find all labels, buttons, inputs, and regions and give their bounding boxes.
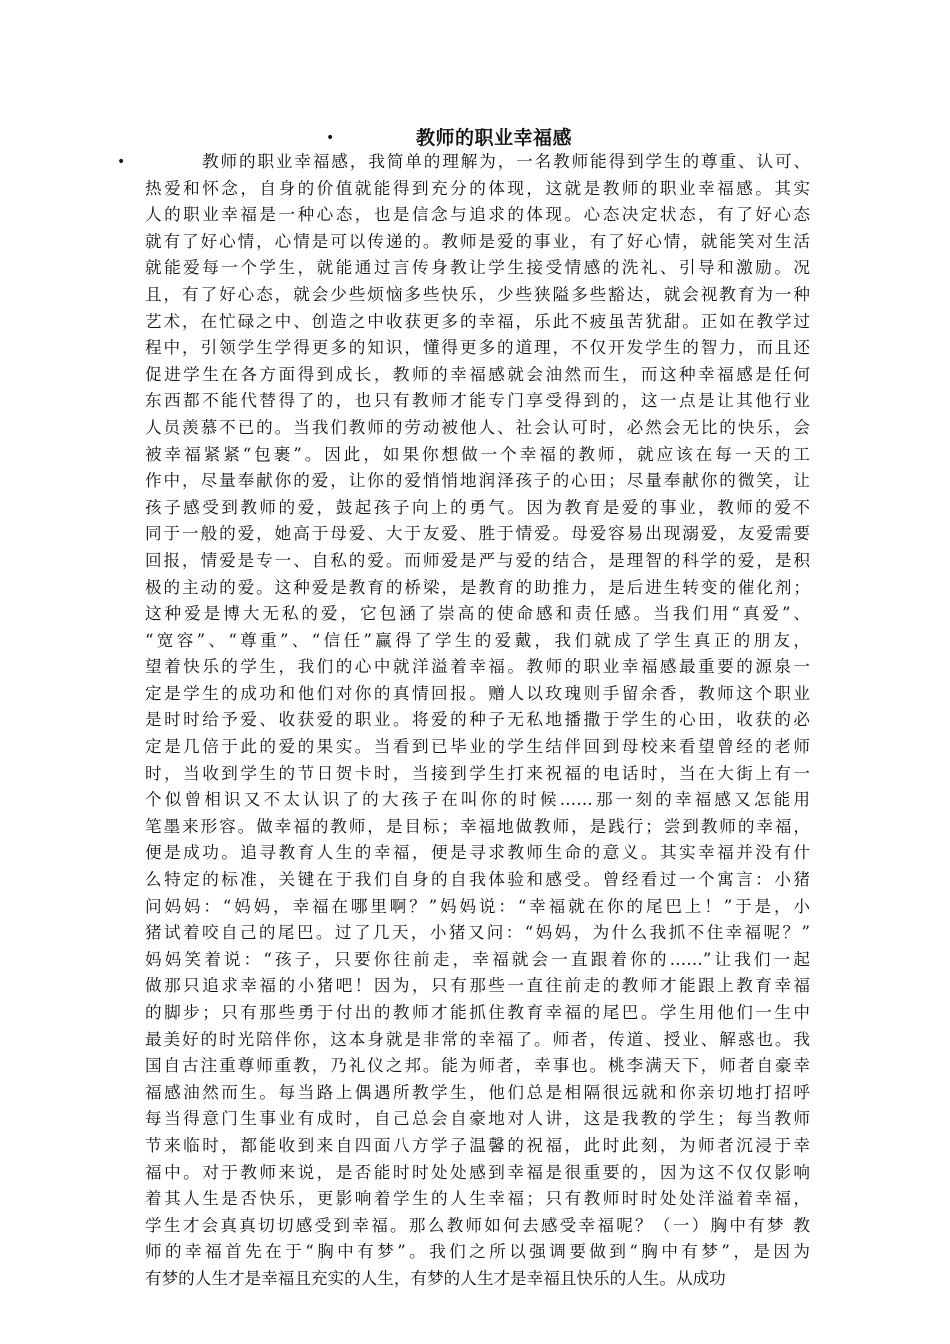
paragraph-line: 是时时给予爱、收获爱的职业。将爱的种子无私地播撒于学生的心田，收获的必 (145, 710, 810, 730)
paragraph-line: 猪试着咬自己的尾巴。过了几天，小猪又问：“妈妈，为什么我抓不住幸福呢？” (145, 923, 810, 943)
paragraph-line: 个似曾相识又不太认识了的大孩子在叫你的时候……那一刻的幸福感又怎能用 (145, 790, 810, 810)
paragraph-line: 同于一般的爱，她高于母爱、大于友爱、胜于情爱。母爱容易出现溺爱，友爱需要 (145, 524, 810, 544)
paragraph-line: 热爱和怀念，自身的价值就能得到充分的体现，这就是教师的职业幸福感。其实 (145, 178, 810, 198)
paragraph-line: 就有了好心情，心情是可以传递的。教师是爱的事业，有了好心情，就能笑对生活 (145, 231, 810, 251)
paragraph-bullet: • (117, 154, 126, 170)
paragraph-line: 福中。对于教师来说，是否能时时处处感到幸福是很重要的，因为这不仅仅影响 (145, 1162, 810, 1182)
paragraph-line: 这种爱是博大无私的爱，它包涵了崇高的使命感和责任感。当我们用“真爱”、 (145, 604, 810, 624)
paragraph-line: 望着快乐的学生，我们的心中就洋溢着幸福。教师的职业幸福感最重要的源泉一 (145, 657, 810, 677)
paragraph-line: 时，当收到学生的节日贺卡时，当接到学生打来祝福的电话时，当在大街上有一 (145, 763, 810, 783)
paragraph-line: 定是几倍于此的爱的果实。当看到已毕业的学生结伴回到母校来看望曾经的老师 (145, 737, 810, 757)
paragraph-line: 回报，情爱是专一、自私的爱。而师爱是严与爱的结合，是理智的科学的爱，是积 (145, 550, 810, 570)
paragraph-line: 最美好的时光陪伴你，这本身就是非常的幸福了。师者，传道、授业、解惑也。我 (145, 1029, 810, 1049)
title-bullet: • (326, 130, 335, 146)
paragraph-line: 被幸福紧紧“包裹”。因此，如果你想做一个幸福的教师，就应该在每一天的工 (145, 444, 810, 464)
paragraph-line: 孩子感受到教师的爱，鼓起孩子向上的勇气。因为教育是爱的事业，教师的爱不 (145, 497, 810, 517)
body-paragraph (145, 149, 810, 1293)
paragraph-line: 做那只追求幸福的小猪吧！因为，只有那些一直往前走的教师才能跟上教育幸福 (145, 976, 810, 996)
paragraph-line: 极的主动的爱。这种爱是教育的桥梁，是教育的助推力，是后进生转变的催化剂； (145, 577, 810, 597)
paragraph-line: 人的职业幸福是一种心态，也是信念与追求的体现。心态决定状态，有了好心态 (145, 205, 810, 225)
document-title: 教师的职业幸福感 (416, 127, 573, 149)
paragraph-line: 的脚步；只有那些勇于付出的教师才能抓住教育幸福的尾巴。学生用他们一生中 (145, 1003, 810, 1022)
paragraph-line: 妈妈笑着说：“孩子，只要你往前走，幸福就会一直跟着你的……”让我们一起 (145, 949, 810, 969)
paragraph-line: 促进学生在各方面得到成长，教师的幸福感就会油然而生，而这种幸福感是任何 (145, 364, 810, 384)
paragraph-line: 人员羡慕不已的。当我们教师的劳动被他人、社会认可时，必然会无比的快乐，会 (145, 417, 810, 437)
paragraph-line: 定是学生的成功和他们对你的真情回报。赠人以玫瑰则手留余香，教师这个职业 (145, 683, 810, 703)
paragraph-line: 么特定的标准，关键在于我们自身的自我体验和感受。曾经看过一个寓言：小猪 (145, 870, 810, 890)
paragraph-line: 就能爱每一个学生，就能通过言传身教让学生接受情感的洗礼、引导和激励。况 (145, 258, 810, 278)
paragraph-line: 艺术，在忙碌之中、创造之中收获更多的幸福，乐此不疲虽苦犹甜。正如在教学过 (145, 311, 810, 331)
paragraph-line: 着其人生是否快乐，更影响着学生的人生幸福；只有教师时时处处洋溢着幸福， (145, 1189, 810, 1209)
paragraph-line: 师的幸福首先在于“胸中有梦”。我们之所以强调要做到“胸中有梦”，是因为 (145, 1242, 810, 1262)
paragraph-line: 作中，尽量奉献你的爱，让你的爱悄悄地润泽孩子的心田；尽量奉献你的微笑，让 (145, 471, 810, 491)
paragraph-line: 东西都不能代替得了的，也只有教师才能专门享受得到的，这一点是让其他行业 (145, 391, 810, 411)
paragraph-line: 教师的职业幸福感，我简单的理解为，一名教师能得到学生的尊重、认可、 (202, 152, 810, 171)
paragraph-line: 福感油然而生。每当路上偶遇所教学生，他们总是相隔很远就和你亲切地打招呼 (145, 1082, 810, 1102)
paragraph-line: 学生才会真真切切感受到幸福。那么教师如何去感受幸福呢？（一）胸中有梦 教 (145, 1215, 810, 1235)
paragraph-line: 有梦的人生才是幸福且充实的人生，有梦的人生才是幸福且快乐的人生。从成功 (145, 1268, 726, 1288)
paragraph-line: 便是成功。追寻教育人生的幸福，便是寻求教师生命的意义。其实幸福并没有什 (145, 843, 810, 863)
paragraph-line: 国自古注重尊师重教，乃礼仪之邦。能为师者，幸事也。桃李满天下，师者自豪幸 (145, 1056, 810, 1076)
paragraph-line: 程中，引领学生学得更多的知识，懂得更多的道理，不仅开发学生的智力，而且还 (145, 338, 810, 358)
paragraph-line: 且，有了好心态，就会少些烦恼多些快乐，少些狭隘多些豁达，就会视教育为一种 (145, 284, 810, 304)
paragraph-line: 每当得意门生事业有成时，自己总会自豪地对人讲，这是我教的学生；每当教师 (145, 1109, 810, 1129)
paragraph-line: “宽容”、“尊重”、“信任”赢得了学生的爱戴，我们就成了学生真正的朋友， (145, 630, 810, 650)
paragraph-line: 问妈妈：“妈妈，幸福在哪里啊？”妈妈说：“幸福就在你的尾巴上！”于是，小 (145, 896, 810, 916)
paragraph-line: 节来临时，都能收到来自四面八方学子温馨的祝福，此时此刻，为师者沉浸于幸 (145, 1135, 810, 1155)
paragraph-line: 笔墨来形容。做幸福的教师，是目标；幸福地做教师，是践行；尝到教师的幸福， (145, 816, 810, 836)
